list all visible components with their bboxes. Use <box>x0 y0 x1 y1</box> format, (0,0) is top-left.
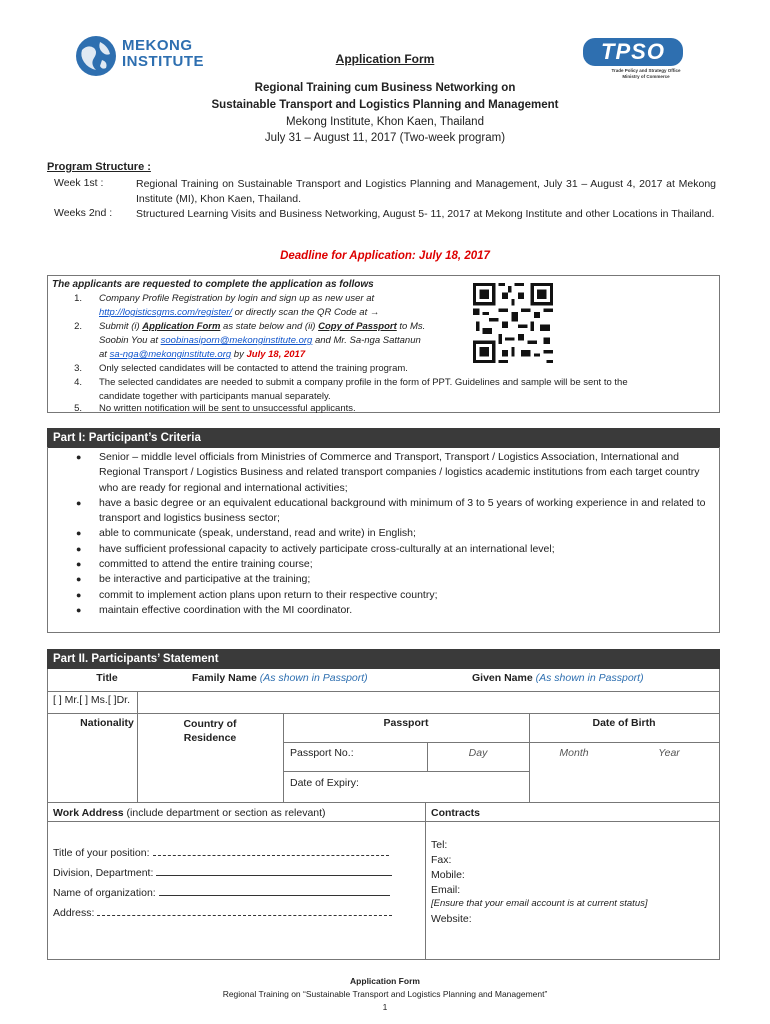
criteria-item <box>76 450 711 496</box>
email-field[interactable]: Email: <box>431 884 461 896</box>
title-options[interactable]: [ ] Mr.[ ] Ms.[ ]Dr. <box>53 694 131 706</box>
week1-label: Week 1st : <box>54 177 104 189</box>
instruction-4a: The selected candidates are needed to submit a company profile in the form of PPT. Guidelines and sample will be sent to the <box>99 377 628 388</box>
participant-statement-grid <box>47 669 720 960</box>
criteria-item <box>76 496 711 527</box>
footer-title: Application Form <box>350 976 420 986</box>
work-address-note: (include department or section as relevant) <box>126 807 326 819</box>
instruction-1b-text: or directly scan the QR Code at <box>232 307 368 318</box>
criteria-text: maintain effective coordination with the MI coordinator. <box>99 603 353 616</box>
contracts-header: Contracts <box>431 807 481 819</box>
header-line2: Sustainable Transport and Logistics Planning and Management <box>211 99 559 111</box>
bullet-icon: ● <box>76 543 82 554</box>
bullet-icon: ● <box>76 589 82 600</box>
header-location: Mekong Institute, Khon Kaen, Thailand <box>286 116 484 128</box>
criteria-text: Senior – middle level officials from Ministries of Commerce and Transport, Transport / Logistics Association, International and Regional Transport / Logistics Business and related transport companies / logistics academic institutions from each target country who are ready for regional and international activities; <box>99 451 700 494</box>
instruction-2b <box>99 334 421 348</box>
instruction-3: Only selected candidates will be contacted to attend the training program. <box>99 363 408 374</box>
instruction-2-text: by <box>231 349 247 360</box>
list-number: 5. <box>74 403 82 414</box>
work-address-header <box>53 807 326 819</box>
dob-header: Date of Birth <box>592 717 656 729</box>
name-input-area[interactable] <box>139 692 718 712</box>
email-link-soobin[interactable]: soobinasiporn@mekonginstitute.org <box>160 335 313 346</box>
list-number: 1. <box>74 293 82 304</box>
criteria-text: be interactive and participative at the training; <box>99 573 311 586</box>
instruction-1a: Company Profile Registration by login and sign up as new user at <box>99 293 375 304</box>
criteria-text: able to communicate (speak, understand, read and write) in English; <box>99 527 416 540</box>
instructions-heading: The applicants are requested to complete the application as follows <box>52 279 374 290</box>
bullet-icon: ● <box>76 497 82 508</box>
passport-note: (As shown in Passport) <box>259 672 368 684</box>
passport-copy-ref: Copy of Passport <box>318 321 397 332</box>
part1-heading: Part I: Participant’s Criteria <box>47 428 720 448</box>
instruction-2-text: Submit (i) <box>99 321 143 332</box>
work-address-label: Work Address <box>53 807 124 819</box>
list-number: 2. <box>74 321 82 332</box>
bullet-icon: ● <box>76 574 82 585</box>
email-note: [Ensure that your email account is at current status] <box>431 898 648 909</box>
header-dates: July 31 – August 11, 2017 (Two-week program) <box>264 132 506 144</box>
organization-field[interactable] <box>53 887 390 899</box>
instruction-5: No written notification will be sent to unsuccessful applicants. <box>99 403 356 414</box>
instruction-4b: candidate together with participants manual separately. <box>99 391 331 402</box>
arrow-right-icon: → <box>369 307 380 318</box>
country-of-label: Country of <box>183 718 237 730</box>
website-field[interactable]: Website: <box>431 913 472 925</box>
nationality-header: Nationality <box>80 717 134 729</box>
mobile-field[interactable]: Mobile: <box>431 869 465 881</box>
passport-no-field[interactable]: Passport No.: <box>290 747 354 759</box>
week2-text: Structured Learning Visits and Business Networking, August 5- 11, 2017 at Mekong Institute and other Locations in Thailand. <box>136 208 715 220</box>
residence-label: Residence <box>183 732 237 744</box>
dob-day[interactable]: Day <box>468 747 488 759</box>
instruction-2c <box>99 348 305 362</box>
family-name-label: Family Name <box>192 672 257 684</box>
organization-label: Name of organization: <box>53 887 156 899</box>
criteria-item <box>76 526 711 541</box>
header-line1: Regional Training cum Business Networking on <box>254 82 516 94</box>
address-label: Address: <box>53 907 95 919</box>
instruction-2-text: Soobin You at <box>99 335 161 346</box>
submission-date: July 18, 2017 <box>246 349 306 360</box>
criteria-item <box>76 603 711 618</box>
program-structure-title: Program Structure : <box>47 161 151 173</box>
family-name-header <box>192 672 368 684</box>
list-number: 3. <box>74 363 82 374</box>
instruction-2-text: as state below and (ii) <box>220 321 319 332</box>
criteria-item <box>76 557 711 572</box>
bullet-icon: ● <box>76 452 82 462</box>
instruction-1b <box>99 306 379 320</box>
title-column-header: Title <box>96 672 118 684</box>
given-name-label: Given Name <box>472 672 533 684</box>
bullet-icon: ● <box>76 528 82 539</box>
criteria-text: commit to implement action plans upon return to their respective country; <box>99 588 438 601</box>
bullet-icon: ● <box>76 604 82 615</box>
mi-logo-line1: MEKONG <box>122 37 193 54</box>
bullet-icon: ● <box>76 559 82 570</box>
position-label: Title of your position: <box>53 847 150 859</box>
tpso-logo-subtitle: Trade Policy and Strategy Office Ministry of Commerce <box>611 68 681 79</box>
criteria-item <box>76 542 711 557</box>
division-field[interactable] <box>53 867 392 879</box>
form-title: Application Form <box>335 52 435 66</box>
instruction-2-text: at <box>99 349 110 360</box>
tpso-logo-text: TPSO <box>583 38 683 66</box>
expiry-field[interactable]: Date of Expiry: <box>290 777 359 789</box>
criteria-list <box>76 450 711 618</box>
dob-month[interactable]: Month <box>559 747 589 759</box>
week2-label: Weeks 2nd : <box>54 207 113 219</box>
criteria-text: committed to attend the entire training course; <box>99 558 313 571</box>
qr-code-icon[interactable] <box>473 283 553 363</box>
criteria-item <box>76 572 711 587</box>
passport-note: (As shown in Passport) <box>535 672 644 684</box>
position-field[interactable] <box>53 847 389 859</box>
address-field[interactable] <box>53 907 392 919</box>
instruction-2-text: and Mr. Sa-nga Sattanun <box>312 335 421 346</box>
criteria-item <box>76 588 711 603</box>
part2-heading: Part II. Participants’ Statement <box>47 649 720 669</box>
deadline-notice: Deadline for Application: July 18, 2017 <box>280 250 490 262</box>
mi-logo-line2: INSTITUTE <box>122 53 204 70</box>
fax-field[interactable]: Fax: <box>431 854 452 866</box>
criteria-text: have a basic degree or an equivalent educational background with minimum of 3 to 5 years of working experience in and related to transport and logistics business sector; <box>99 496 706 525</box>
country-residence-header <box>137 717 283 745</box>
page-number: 1 <box>382 1002 388 1012</box>
application-form-ref: Application Form <box>142 321 221 332</box>
passport-header: Passport <box>383 717 429 729</box>
instruction-2-text: to Ms. <box>396 321 426 332</box>
list-number: 4. <box>74 377 82 388</box>
email-link-sanga[interactable]: sa-nga@mekonginstitute.org <box>109 349 232 360</box>
footer-subtitle: Regional Training on “Sustainable Transport and Logistics Planning and Management” <box>222 989 548 999</box>
week1-text: Regional Training on Sustainable Transport and Logistics Planning and Management, July 31 – August 4, 2017 at Mekong Institute (MI), Khon Kaen, Thailand. <box>136 178 716 205</box>
criteria-text: have sufficient professional capacity to actively participate cross-culturally at an international level; <box>99 542 555 555</box>
tel-field[interactable]: Tel: <box>431 839 448 851</box>
given-name-header <box>472 672 644 684</box>
instruction-2a <box>99 320 425 334</box>
register-link[interactable]: http://logisticsgms.com/register/ <box>99 307 233 318</box>
dob-year[interactable]: Year <box>658 747 680 759</box>
division-label: Division, Department: <box>53 867 154 879</box>
